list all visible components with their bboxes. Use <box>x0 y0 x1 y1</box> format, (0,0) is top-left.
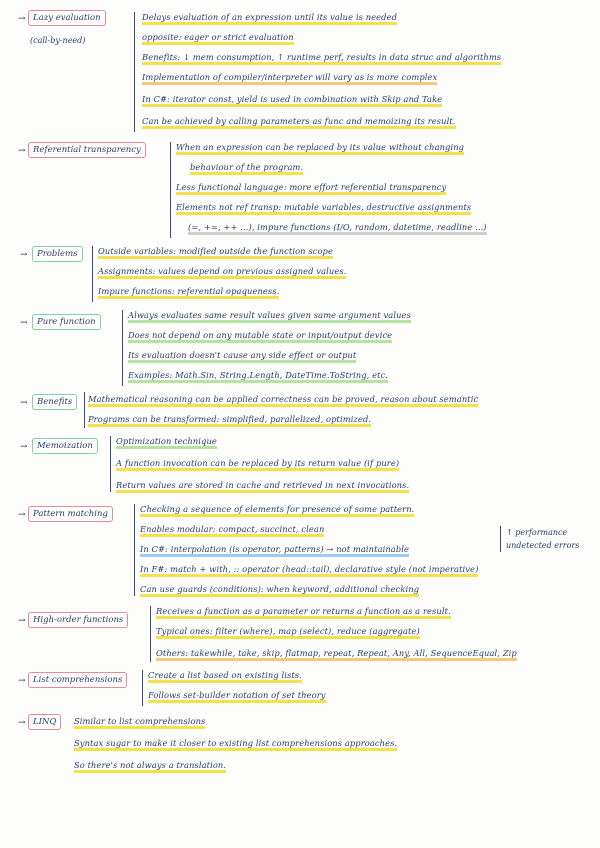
note-line: Less functional language: more effort referential transparency <box>176 182 446 192</box>
note-line: Can be achieved by calling parameters as func and memoizing its result. <box>142 116 456 126</box>
bracket-line <box>92 246 93 302</box>
note-line: Delays evaluation of an expression until its value is needed <box>142 12 397 22</box>
bracket-line <box>134 12 135 132</box>
note-line: When an expression can be replaced by its value without changing <box>176 142 464 152</box>
note-line: Benefits: ↓ mem consumption, ↑ runtime perf, results in data struc and algorithms <box>142 52 501 62</box>
arrow-icon: → <box>20 250 28 260</box>
note-line: Implementation of compiler/interpreter will vary as is more complex <box>142 72 437 82</box>
side-note-line: ↑ performance <box>506 528 568 537</box>
note-line: Assignments: values depend on previous assigned values. <box>98 266 346 276</box>
arrow-icon: → <box>20 442 28 452</box>
note-line: So there's not always a translation. <box>74 760 226 770</box>
section-title-pattern: Pattern matching <box>28 506 113 522</box>
note-line: In C#: iterator const, yield is used in combination with Skip and Take <box>142 94 442 104</box>
note-line: Examples: Math.Sin, String.Length, DateTime.ToString, etc. <box>128 370 388 380</box>
note-line: Elements not ref transp: mutable variables, destructive assignments <box>176 202 471 212</box>
section-title-benefits: Benefits <box>32 394 77 410</box>
arrow-icon: → <box>18 676 26 686</box>
note-line: Does not depend on any mutable state or input/output device <box>128 330 392 340</box>
bracket-line <box>150 606 151 662</box>
section-subtitle-lazy: (call-by-need) <box>30 36 86 45</box>
note-line: In F#: match + with, :: operator (head::tail), declarative style (not imperative) <box>140 564 478 574</box>
arrow-icon: → <box>18 146 26 156</box>
note-line: Enables modular: compact, succinct, clean <box>140 524 324 534</box>
section-title-referential: Referential transparency <box>28 142 146 158</box>
bracket-line <box>122 310 123 386</box>
side-note-line: undetected errors <box>506 541 580 550</box>
note-line: Mathematical reasoning can be applied correctness can be proved, reason about semantic <box>88 394 478 404</box>
section-title-high-order: High-order functions <box>28 612 128 628</box>
note-line: Follows set-builder notation of set theory <box>148 690 326 700</box>
arrow-icon: → <box>18 718 26 728</box>
note-line: Programs can be transformed: simplified, parallelized, optimized. <box>88 414 371 424</box>
bracket-line <box>110 436 111 492</box>
note-line: Receives a function as a parameter or returns a function as a result. <box>156 606 451 616</box>
section-title-problems: Problems <box>32 246 83 262</box>
arrow-icon: → <box>20 318 28 328</box>
note-line: Outside variables: modified outside the function scope <box>98 246 333 256</box>
note-line: Can use guards (conditions): when keyword, additional checking <box>140 584 419 594</box>
note-line: Optimization technique <box>116 436 217 446</box>
note-line: opposite: eager or strict evaluation <box>142 32 294 42</box>
arrow-icon: → <box>18 616 26 626</box>
note-line: behaviour of the program. <box>190 162 303 172</box>
bracket-line <box>142 670 143 706</box>
section-title-memoization: Memoization <box>32 438 98 454</box>
section-title-lazy: Lazy evaluation <box>28 10 106 26</box>
bracket-line <box>170 142 171 238</box>
note-line: (=, +=, ++ ...), impure functions (I/O, random, datetime, readline ...) <box>188 222 487 232</box>
note-line: Syntax sugar to make it closer to existing list comprehensions approaches. <box>74 738 397 748</box>
section-title-linq: LINQ <box>28 714 61 730</box>
note-line: Checking a sequence of elements for presence of some pattern. <box>140 504 414 514</box>
note-line: A function invocation can be replaced by its return value (if pure) <box>116 458 399 468</box>
pattern-side-note <box>500 526 579 552</box>
bracket-line <box>84 392 85 428</box>
section-title-list-comprehensions: List comprehensions <box>28 672 127 688</box>
note-line: Create a list based on existing lists. <box>148 670 302 680</box>
note-line: Similar to list comprehensions <box>74 716 205 726</box>
arrow-icon: → <box>18 510 26 520</box>
note-line: Its evaluation doesn't cause any side effect or output <box>128 350 356 360</box>
arrow-icon: → <box>20 398 28 408</box>
bracket-line <box>134 504 135 596</box>
note-line: Always evaluates same result values given same argument values <box>128 310 411 320</box>
note-line: Impure functions: referential opaqueness. <box>98 286 279 296</box>
arrow-icon: → <box>18 14 26 24</box>
note-line: In C#: interpolation (is operator, patterns) → not maintainable <box>140 544 409 554</box>
note-line: Return values are stored in cache and retrieved in next invocations. <box>116 480 409 490</box>
note-line: Typical ones: filter (where), map (select), reduce (aggregate) <box>156 626 420 636</box>
section-title-pure: Pure function <box>32 314 101 330</box>
note-line: Others: takewhile, take, skip, flatmap, repeat, Repeat, Any, All, SequenceEqual, Zip <box>156 648 517 658</box>
